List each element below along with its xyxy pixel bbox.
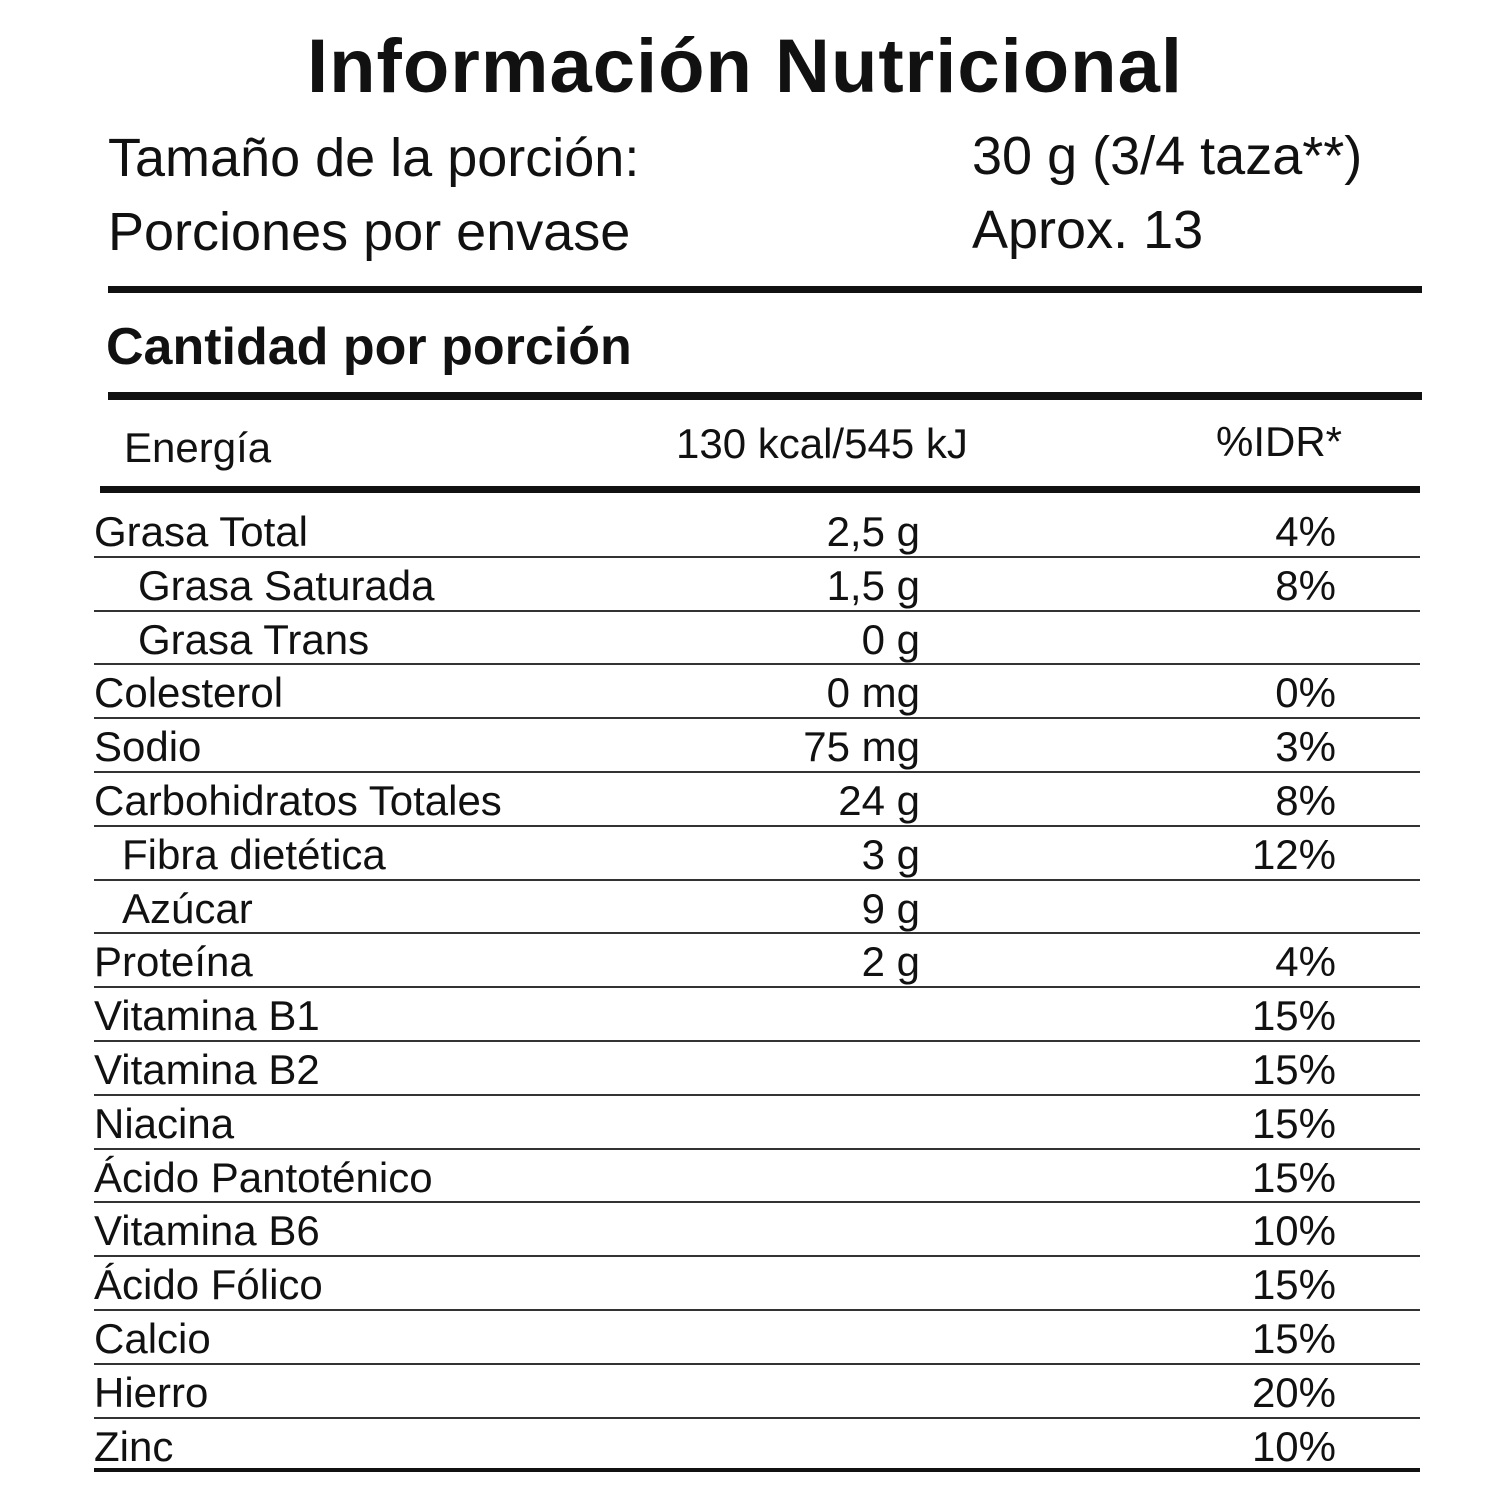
idr-column-header: %IDR* [1216, 418, 1343, 465]
nutrient-percent: 15% [1251, 1153, 1336, 1201]
nutrient-row [94, 1257, 1420, 1311]
nutrient-name: Vitamina B1 [94, 992, 320, 1040]
nutrient-amount: 2 g [861, 938, 920, 986]
nutrient-amount: 24 g [838, 776, 920, 824]
nutrient-name: Vitamina B2 [94, 1045, 320, 1093]
nutrient-name: Grasa Saturada [138, 561, 435, 609]
nutrient-name: Fibra dietética [122, 830, 386, 878]
nutrient-table [94, 504, 1420, 1472]
label-title: Información Nutricional [307, 24, 1183, 109]
nutrient-row [94, 665, 1420, 719]
nutrient-name: Hierro [94, 1368, 209, 1416]
nutrient-amount: 9 g [861, 884, 920, 932]
divider-rule [100, 486, 1420, 493]
nutrient-row [94, 988, 1420, 1042]
nutrient-percent: 15% [1251, 1099, 1336, 1147]
nutrient-row [94, 1042, 1420, 1096]
divider-rule [108, 392, 1422, 400]
nutrient-row [94, 934, 1420, 988]
nutrient-amount: 75 mg [803, 723, 920, 771]
nutrient-name: Calcio [94, 1314, 211, 1362]
nutrient-name: Niacina [94, 1099, 235, 1147]
nutrient-row [94, 612, 1420, 666]
servings-per-container-label: Porciones por envase [108, 202, 631, 262]
nutrient-row [94, 773, 1420, 827]
nutrient-name: Sodio [94, 723, 202, 771]
serving-size-label: Tamaño de la porción: [108, 128, 640, 188]
nutrient-amount: 0 mg [826, 669, 920, 717]
nutrient-percent: 4% [1275, 508, 1336, 555]
amount-per-serving-heading: Cantidad por porción [106, 318, 632, 376]
nutrient-name: Colesterol [94, 669, 284, 717]
nutrient-row [94, 1096, 1420, 1150]
nutrient-row [94, 1150, 1420, 1204]
nutrient-percent: 3% [1275, 723, 1336, 771]
nutrient-percent: 8% [1275, 776, 1336, 824]
nutrient-percent: 4% [1275, 938, 1336, 986]
nutrient-name: Azúcar [122, 884, 253, 932]
nutrient-amount: 2,5 g [826, 508, 920, 555]
nutrient-row [94, 1365, 1420, 1419]
nutrient-row [94, 1419, 1420, 1473]
nutrient-percent: 20% [1251, 1368, 1336, 1416]
nutrient-row [94, 881, 1420, 935]
nutrient-name: Proteína [94, 938, 253, 986]
nutrient-name: Ácido Fólico [94, 1261, 323, 1309]
nutrient-percent: 10% [1251, 1207, 1336, 1255]
nutrient-row [94, 827, 1420, 881]
nutrient-percent: 15% [1251, 1261, 1336, 1309]
nutrient-percent: 10% [1251, 1422, 1336, 1470]
divider-rule [108, 286, 1422, 293]
nutrient-percent: 8% [1275, 561, 1336, 609]
nutrient-row [94, 719, 1420, 773]
nutrient-name: Carbohidratos Totales [94, 776, 502, 824]
energy-label: Energía [124, 424, 272, 471]
nutrient-row [94, 1311, 1420, 1365]
nutrient-percent: 15% [1251, 1314, 1336, 1362]
nutrient-name: Ácido Pantoténico [94, 1153, 433, 1201]
nutrient-amount: 3 g [861, 830, 920, 878]
nutrient-row [94, 1203, 1420, 1257]
nutrient-name: Grasa Total [94, 508, 308, 555]
energy-value: 130 kcal/545 kJ [676, 420, 968, 467]
nutrient-percent: 15% [1251, 1045, 1336, 1093]
nutrient-amount: 1,5 g [826, 561, 920, 609]
nutrient-percent: 15% [1251, 992, 1336, 1040]
nutrient-row [94, 558, 1420, 612]
nutrient-name: Vitamina B6 [94, 1207, 320, 1255]
servings-per-container-value: Aprox. 13 [972, 200, 1204, 260]
nutrient-amount: 0 g [861, 615, 920, 663]
nutrient-name: Grasa Trans [138, 615, 370, 663]
nutrient-row [94, 504, 1420, 558]
nutrient-name: Zinc [94, 1422, 174, 1470]
nutrient-percent: 0% [1275, 669, 1336, 717]
serving-size-value: 30 g (3/4 taza**) [972, 126, 1363, 186]
nutrient-percent: 12% [1251, 830, 1336, 878]
